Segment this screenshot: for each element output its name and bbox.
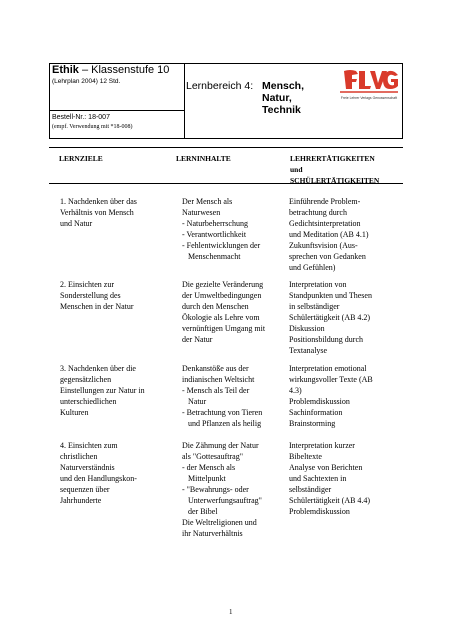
cell-line: Menschen in der Natur	[60, 302, 134, 311]
logo-caption: Freie Lehrer Verlags Genossenschaft	[340, 96, 398, 100]
cell-line: - Verantwortlichkeit	[182, 230, 247, 239]
cell-line: Standpunkten und Thesen	[289, 291, 372, 300]
cell-line: und Pflanzen als heilig	[182, 419, 262, 428]
table-cell-ziel	[60, 279, 134, 312]
cell-line: Ökologie als Lehre vom	[182, 313, 260, 322]
table-cell-ziel	[60, 440, 137, 506]
page-number: 1	[229, 608, 233, 616]
cell-line: sprechen von Gedanken	[289, 252, 366, 261]
cell-line: Unterwerfungsauftrag"	[182, 496, 262, 505]
cell-line: Brainstorming	[289, 419, 336, 428]
cell-line: Menschenmacht	[182, 252, 241, 261]
cell-line: und Gefühlen)	[289, 263, 336, 272]
cell-line: Interpretation kurzer	[289, 441, 355, 450]
cell-line: und Natur	[60, 219, 93, 228]
title-grade: – Klassenstufe 10	[78, 64, 170, 76]
table-cell-ziel	[60, 363, 145, 418]
cell-line: Die gezielte Veränderung	[182, 280, 264, 289]
lernbereich-value	[262, 80, 304, 116]
cell-line: indianischen Weltsicht	[182, 375, 255, 384]
cell-line: Jahrhunderte	[60, 496, 102, 505]
lernbereich-line: Mensch,	[262, 80, 305, 92]
table-cell-ziel	[60, 196, 137, 229]
page-title	[52, 64, 169, 76]
table-cell-inhalt	[182, 279, 265, 345]
table-cell-inhalt	[182, 440, 262, 539]
cell-line: Zukunftsvision (Aus-	[289, 241, 358, 250]
lernbereich-line: Natur,	[262, 92, 292, 104]
cell-line: Der Mensch als	[182, 197, 233, 206]
cell-line: 1. Nachdenken über das	[60, 197, 137, 206]
cell-line: Problemdiskussion	[289, 507, 350, 516]
cell-line: vernünftigen Umgang mit	[182, 324, 266, 333]
column-header-taetigkeiten	[290, 153, 379, 186]
column-header-row	[49, 147, 403, 184]
cell-line: der Bibel	[182, 507, 218, 516]
cell-line: Bibeltexte	[289, 452, 322, 461]
lernbereich-label: Lernbereich 4:	[186, 80, 254, 92]
header-divider-vertical	[184, 64, 185, 138]
cell-line: 2. Einsichten zur	[60, 280, 114, 289]
cell-line: - "Bewahrungs- oder	[182, 485, 249, 494]
cell-line: betrachtung durch	[289, 208, 347, 217]
cell-line: durch den Menschen	[182, 302, 249, 311]
cell-line: Schülertätigkeit (AB 4.4)	[289, 496, 371, 505]
cell-line: sequenzen über	[60, 485, 110, 494]
cell-line: und Meditation (AB 4.1)	[289, 230, 369, 239]
cell-line: Mittelpunkt	[182, 474, 226, 483]
cell-line: als "Gottesauftrag"	[182, 452, 243, 461]
table-cell-inhalt	[182, 363, 262, 429]
cell-line: Einführende Problem-	[289, 197, 361, 206]
cell-line: Einstellungen zur Natur in	[60, 386, 145, 395]
cell-line: Schülertätigkeit (AB 4.2)	[289, 313, 371, 322]
cell-line: Analyse von Berichten	[289, 463, 363, 472]
order-number: Bestell-Nr.: 18-007	[52, 114, 110, 121]
column-header-lernziele: LERNZIELE	[59, 154, 103, 163]
cell-line: Diskussion	[289, 324, 325, 333]
cell-line: Positionsbildung durch	[289, 335, 364, 344]
cell-line: - Fehlentwicklungen der	[182, 241, 261, 250]
table-cell-taetigkeit	[289, 363, 373, 429]
cell-line: der Umweltbedingungen	[182, 291, 262, 300]
cell-line: unterschiedlichen	[60, 397, 117, 406]
table-cell-inhalt	[182, 196, 260, 262]
cell-line: - der Mensch als	[182, 463, 236, 472]
title-subject: Ethik	[52, 64, 79, 76]
table-cell-taetigkeit	[289, 440, 370, 517]
cell-line: Die Weltreligionen und	[182, 518, 257, 527]
cell-line: Naturverständnis	[60, 463, 115, 472]
cell-line: und den Handlungskon-	[60, 474, 137, 483]
cell-line: selbständiger	[289, 485, 332, 494]
cell-line: ihr Naturverhältnis	[182, 529, 243, 538]
column-header-line: LEHRERTÄTIGKEITEN	[290, 154, 375, 163]
cell-line: und Sachtexten in	[289, 474, 347, 483]
cell-line: Naturwesen	[182, 208, 221, 217]
cell-line: Die Zähmung der Natur	[182, 441, 259, 450]
cell-line: 4.3)	[289, 386, 302, 395]
cell-line: Kulturen	[60, 408, 89, 417]
cell-line: wirkungsvoller Texte (AB	[289, 375, 373, 384]
cell-line: Problemdiskussion	[289, 397, 350, 406]
flvg-logo	[338, 67, 400, 107]
cell-line: 3. Nachdenken über die	[60, 364, 136, 373]
lehrplan-note: (Lehrplan 2004) 12 Std.	[52, 78, 121, 85]
column-header-lerninhalte: LERNINHALTE	[176, 154, 231, 163]
cell-line: Denkanstöße aus der	[182, 364, 249, 373]
cell-line: - Mensch als Teil der	[182, 386, 250, 395]
cell-line: Sonderstellung des	[60, 291, 121, 300]
cell-line: Textanalyse	[289, 346, 328, 355]
cell-line: - Naturbeherrschung	[182, 219, 248, 228]
cell-line: 4. Einsichten zum	[60, 441, 118, 450]
cell-line: Sachinformation	[289, 408, 343, 417]
cell-line: christlichen	[60, 452, 98, 461]
cell-line: Interpretation emotional	[289, 364, 367, 373]
recommended-usage: (empf. Verwendung mit *18-008)	[52, 124, 133, 130]
cell-line: - Betrachtung von Tieren	[182, 408, 263, 417]
column-header-line: SCHÜLERTÄTIGKEITEN	[290, 176, 380, 185]
header-divider-horizontal	[50, 110, 184, 111]
cell-line: Gedichtsinterpretation	[289, 219, 361, 228]
cell-line: der Natur	[182, 335, 213, 344]
column-header-line: und	[290, 165, 303, 174]
cell-line: Natur	[182, 397, 207, 406]
cell-line: in selbständiger	[289, 302, 340, 311]
lernbereich-line: Technik	[262, 104, 301, 116]
table-cell-taetigkeit	[289, 279, 372, 356]
cell-line: Verhältnis von Mensch	[60, 208, 134, 217]
table-cell-taetigkeit	[289, 196, 369, 273]
cell-line: Interpretation von	[289, 280, 347, 289]
cell-line: gegensätzlichen	[60, 375, 112, 384]
